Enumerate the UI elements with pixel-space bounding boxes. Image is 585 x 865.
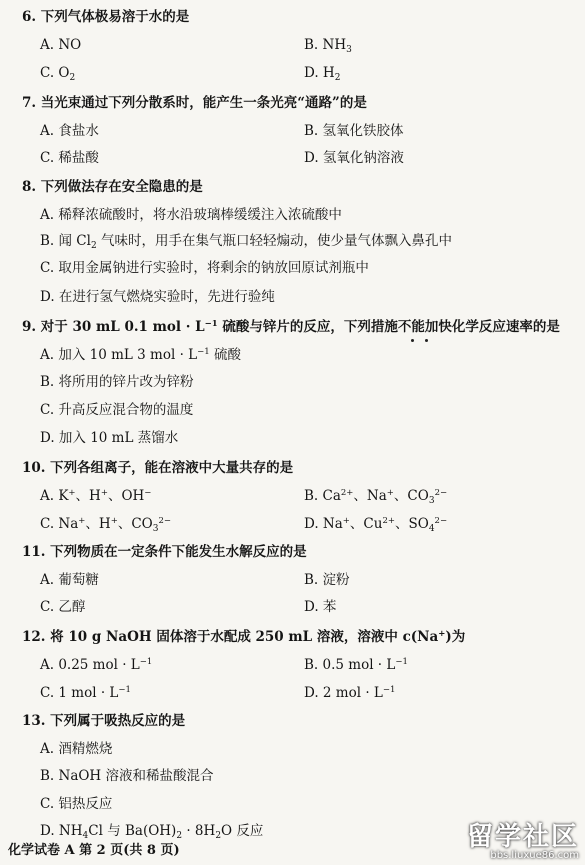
q8-option-b: B. 闻 $Cl_2$ 气味时，用手在集气瓶口轻轻煽动，使少量气体飘入鼻孔中 bbox=[40, 233, 452, 251]
q11-option-c: C. 乙醇 bbox=[40, 599, 86, 615]
watermark-title: 留学社区 bbox=[466, 822, 579, 852]
q6-option-a: A. NO bbox=[40, 37, 82, 53]
question-11-stem: 11. 下列物质在一定条件下能发生水解反应的是 bbox=[22, 544, 307, 560]
watermark-url: bbs.liuxue86.com bbox=[490, 850, 579, 861]
q13-option-b: B. NaOH 溶液和稀盐酸混合 bbox=[40, 768, 214, 784]
q8-option-c: C. 取用金属钠进行实验时，将剩余的钠放回原试剂瓶中 bbox=[40, 260, 369, 276]
q13-option-d: D. $NH_4Cl$ 与 $Ba(OH)_2 \cdot 8H_2O$ 反应 bbox=[40, 823, 264, 841]
q6-option-b: B. $NH_3$ bbox=[304, 37, 352, 55]
question-7-stem: 7. 当光束通过下列分散系时，能产生一条光亮“通路”的是 bbox=[22, 95, 367, 111]
emphasis-dot bbox=[411, 339, 414, 342]
question-6-stem: 6. 下列气体极易溶于水的是 bbox=[22, 9, 190, 25]
question-9-stem: 9. 对于 30 mL 0.1 mol · $L^{-1}$ 硫酸与锌片的反应，下列措施不能加快化学反应速率的是 bbox=[22, 319, 560, 335]
question-8-stem: 8. 下列做法存在安全隐患的是 bbox=[22, 179, 203, 195]
q9-option-b: B. 将所用的锌片改为锌粉 bbox=[40, 374, 194, 390]
q12-option-b: B. 0.5 mol · $L^{-1}$ bbox=[304, 657, 408, 673]
q13-option-a: A. 酒精燃烧 bbox=[40, 741, 113, 757]
q10-option-c: C. Na+、H+、$CO_3^{2-}$ bbox=[40, 516, 171, 534]
q9-option-a: A. 加入 10 mL 3 mol · $L^{-1}$ 硫酸 bbox=[40, 347, 241, 363]
question-12-stem: 12. 将 10 g NaOH 固体溶于水配成 250 mL 溶液，溶液中 c(Na+)为 bbox=[22, 629, 466, 645]
question-10-stem: 10. 下列各组离子，能在溶液中大量共存的是 bbox=[22, 460, 294, 476]
q10-option-d: D. Na+、$Cu^{2+}$、$SO_4^{2-}$ bbox=[304, 516, 448, 534]
q12-option-c: C. 1 mol · $L^{-1}$ bbox=[40, 685, 131, 701]
question-13-stem: 13. 下列属于吸热反应的是 bbox=[22, 713, 186, 729]
q13-option-c: C. 铝热反应 bbox=[40, 796, 113, 812]
q7-option-c: C. 稀盐酸 bbox=[40, 150, 99, 166]
q7-option-b: B. 氢氧化铁胶体 bbox=[304, 123, 404, 139]
q10-option-a: A. K+、H+、OH− bbox=[40, 488, 152, 504]
q11-option-a: A. 葡萄糖 bbox=[40, 572, 99, 588]
emphasis-dot bbox=[425, 339, 428, 342]
q7-option-d: D. 氢氧化钠溶液 bbox=[304, 150, 404, 166]
q8-option-a: A. 稀释浓硫酸时，将水沿玻璃棒缓缓注入浓硫酸中 bbox=[40, 207, 342, 223]
q6-option-d: D. $H_2$ bbox=[304, 65, 341, 83]
q8-option-d: D. 在进行氢气燃烧实验时，先进行验纯 bbox=[40, 289, 275, 305]
q12-option-d: D. 2 mol · $L^{-1}$ bbox=[304, 685, 396, 701]
q6-option-c: C. $O_2$ bbox=[40, 65, 76, 83]
q10-option-b: B. $Ca^{2+}$、Na+、$CO_3^{2-}$ bbox=[304, 488, 448, 506]
site-watermark bbox=[467, 824, 579, 861]
q9-option-c: C. 升高反应混合物的温度 bbox=[40, 402, 194, 418]
q12-option-a: A. 0.25 mol · $L^{-1}$ bbox=[40, 657, 153, 673]
q11-option-d: D. 苯 bbox=[304, 599, 337, 615]
q11-option-b: B. 淀粉 bbox=[304, 572, 350, 588]
q9-option-d: D. 加入 10 mL 蒸馏水 bbox=[40, 430, 179, 446]
page-footer: 化学试卷 A 第 2 页(共 8 页) bbox=[8, 843, 180, 858]
q7-option-a: A. 食盐水 bbox=[40, 123, 99, 139]
